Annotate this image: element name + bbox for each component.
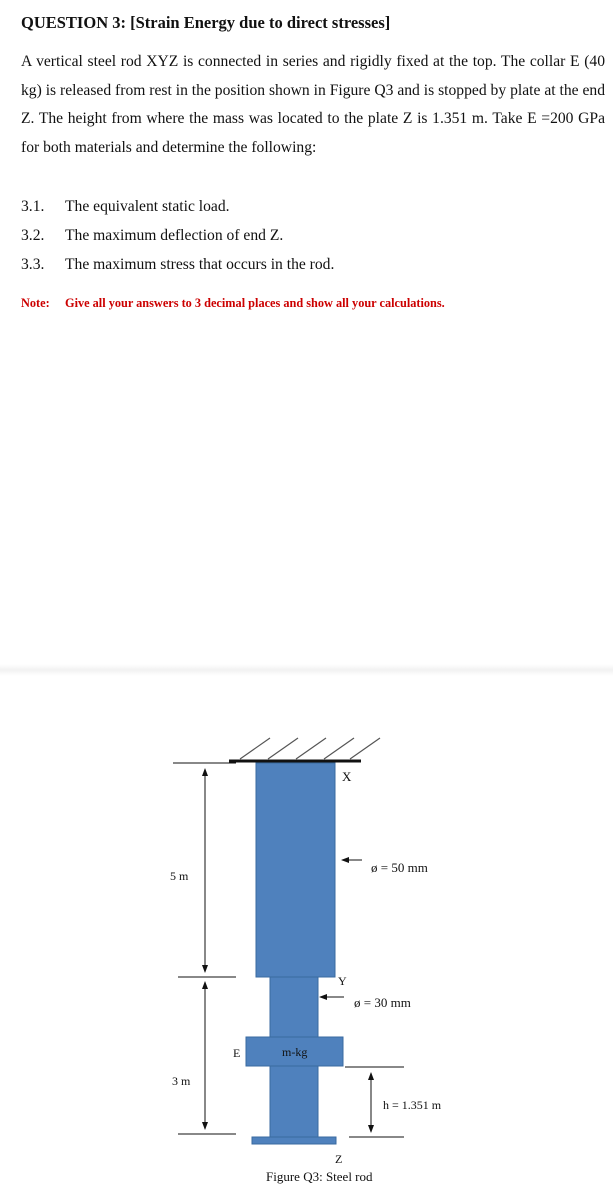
- task-number: 3.2.: [21, 227, 45, 244]
- note-text: Give all your answers to 3 decimal places and show all your calculations.: [65, 296, 445, 310]
- steel-rod-figure: [0, 676, 613, 1191]
- diameter-label-bottom: ø = 30 mm: [354, 995, 411, 1010]
- label-y: Y: [338, 974, 347, 988]
- note: [21, 296, 445, 311]
- task-number: 3.1.: [21, 198, 45, 215]
- label-e: E: [233, 1046, 241, 1060]
- task-item: [21, 195, 334, 224]
- task-item: [21, 253, 334, 282]
- figure-caption: Figure Q3: Steel rod: [266, 1169, 373, 1184]
- height-label: h = 1.351 m: [383, 1098, 442, 1112]
- task-item: [21, 224, 334, 253]
- end-plate-z: [252, 1137, 336, 1144]
- fixed-support: [229, 738, 380, 761]
- label-z: Z: [335, 1152, 343, 1166]
- rod-segment-yz: [270, 977, 318, 1037]
- task-text: The maximum deflection of end Z.: [65, 227, 284, 244]
- task-text: The maximum stress that occurs in the rod.: [65, 256, 335, 273]
- task-number: 3.3.: [21, 256, 45, 273]
- collar-label: m-kg: [282, 1045, 308, 1059]
- label-x: X: [342, 769, 352, 784]
- rod-segment-xy: [256, 763, 335, 977]
- rod-segment-lower: [270, 1066, 318, 1138]
- task-list: [21, 195, 334, 282]
- note-label: Note:: [21, 296, 50, 310]
- diameter-label-top: ø = 50 mm: [371, 860, 428, 875]
- length-label-top: 5 m: [170, 869, 189, 883]
- question-heading: QUESTION 3: [Strain Energy due to direct stresses]: [21, 13, 391, 32]
- question-paragraph: A vertical steel rod XYZ is connected in series and rigidly fixed at the top. The collar E (40 kg) is released from rest in the position shown in Figure Q3 and is stopped by plate at the end Z. The height from where the mass was located to the plate Z is 1.351 m. Take E =200 GPa for both materials and determine the following:: [21, 53, 605, 156]
- page-divider: [0, 664, 613, 676]
- task-text: The equivalent static load.: [65, 198, 230, 215]
- length-label-bottom: 3 m: [172, 1074, 191, 1088]
